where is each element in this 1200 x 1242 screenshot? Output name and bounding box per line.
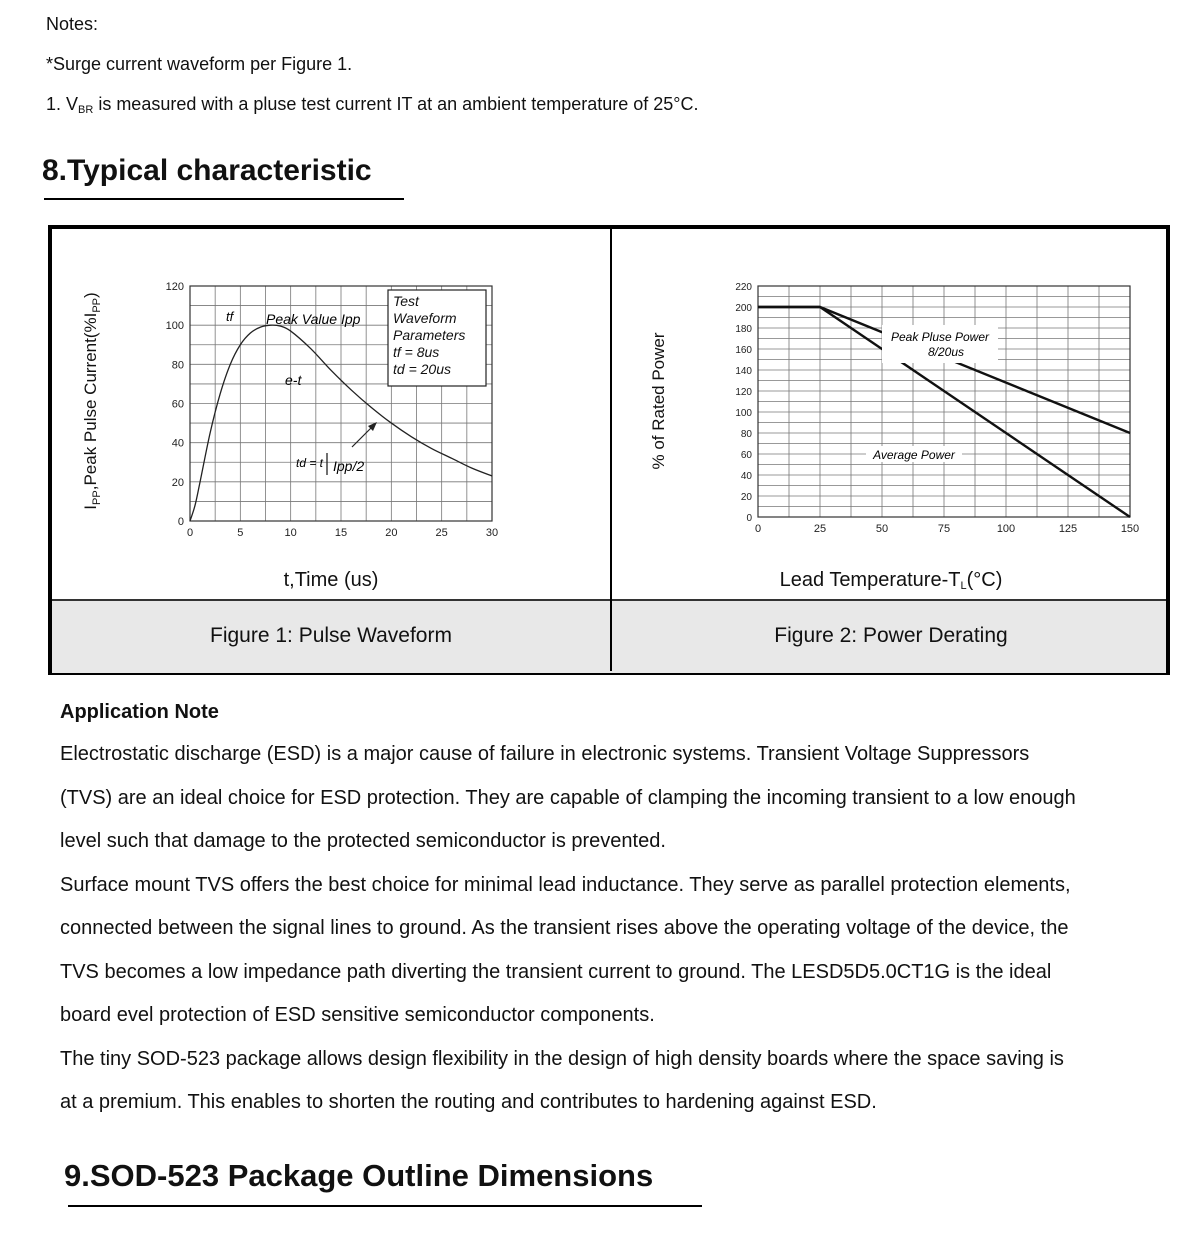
figure-2-ticks: [735, 282, 1139, 535]
x-tick-label: 75: [937, 523, 951, 535]
y-tick-label: 120: [735, 387, 752, 398]
y-tick-label: 0: [177, 516, 184, 528]
app-note-body: [60, 733, 1170, 1125]
legend-line: Test: [393, 293, 419, 309]
x-tick-label: 25: [813, 523, 827, 535]
figure-2-chart: [612, 229, 1166, 564]
section-9-underline: [68, 1205, 702, 1207]
figure-1-xlabel: t,Time (us): [283, 569, 379, 591]
figure-1-caption: Figure 1: Pulse Waveform: [210, 624, 452, 647]
y-tick-label: 120: [165, 281, 184, 293]
x-tick-label: 25: [435, 527, 448, 539]
x-tick-label: 20: [385, 527, 398, 539]
x-tick-label: 10: [284, 527, 297, 539]
x-tick-label: 0: [754, 523, 762, 535]
figure-2-caption: Figure 2: Power Derating: [774, 624, 1008, 647]
x-tick-label: 5: [237, 527, 244, 539]
y-tick-label: 80: [171, 359, 184, 372]
app-note-line: The tiny SOD-523 package allows design flexibility in the design of high density boards where the space saving is: [60, 1047, 1064, 1070]
y-tick-label: 40: [740, 471, 752, 482]
app-note-line: board evel protection of ESD sensitive semiconductor components.: [60, 1004, 655, 1026]
y-tick-label: 60: [740, 450, 752, 461]
figure-1-ipp2-label: Ipp/2: [333, 458, 365, 474]
legend-line: td = 20us: [393, 361, 451, 377]
y-tick-label: 180: [735, 324, 752, 335]
x-tick-label: 30: [485, 527, 499, 539]
y-tick-label: 140: [735, 366, 752, 377]
figure-1-chart: [52, 229, 610, 564]
x-tick-label: 125: [1058, 523, 1078, 535]
y-tick-label: 40: [171, 437, 184, 450]
x-tick-label: 50: [875, 523, 889, 535]
x-tick-label: 150: [1120, 523, 1140, 535]
section-9-heading: 9.SOD-523 Package Outline Dimensions: [64, 1158, 654, 1193]
legend-line: tf = 8us: [393, 344, 440, 360]
y-tick-label: 60: [171, 398, 184, 411]
app-note-line: TVS becomes a low impedance path diverting the transient current to ground. The LESD5D5.0CT1G is the ideal: [60, 960, 1052, 983]
y-tick-label: 0: [746, 513, 752, 524]
x-tick-label: 0: [186, 527, 194, 539]
app-note-line: level such that damage to the protected semiconductor is prevented.: [60, 830, 666, 852]
figure-2-peak-label-2: 8/20us: [927, 345, 965, 359]
app-note-line: Surface mount TVS offers the best choice for minimal lead inductance. They serve as parallel protection elements,: [60, 873, 1071, 896]
y-tick-label: 100: [165, 320, 184, 333]
section-8-heading: 8.Typical characteristic: [42, 154, 372, 187]
figure-2-avg-label: Average Power: [873, 448, 955, 462]
figure-1-tf-label: tf: [226, 309, 234, 324]
section-8-underline: [44, 198, 404, 200]
figure-1-peak-label: Peak Value Ipp: [266, 311, 361, 327]
app-note-line: at a premium. This enables to shorten the routing and contributes to hardening against ESD.: [60, 1091, 877, 1113]
figure-1-exp-label: e-t: [285, 372, 302, 388]
figure-2-xlabel: Lead Temperature-$T_L(^\circ C)$: [779, 569, 1003, 592]
y-tick-label: 200: [735, 303, 752, 314]
legend-line: Parameters: [393, 327, 466, 343]
app-note-line: (TVS) are an ideal choice for ESD protection. They are capable of clamping the incoming transient to a low enough: [60, 786, 1076, 809]
notes-line-1: *Surge current waveform per Figure 1.: [46, 54, 353, 74]
y-tick-label: 80: [740, 429, 752, 440]
figure-2-ylabel: % of Rated Power: [649, 332, 668, 470]
legend-line: Waveform: [393, 310, 457, 326]
notes-title: Notes:: [46, 14, 99, 34]
y-tick-label: 220: [735, 282, 752, 293]
figure-table: [48, 225, 1170, 675]
y-tick-label: 100: [735, 408, 752, 419]
figure-2-grid: [758, 286, 1130, 517]
y-tick-label: 20: [171, 476, 184, 489]
x-tick-label: 100: [996, 523, 1016, 535]
app-note-line: connected between the signal lines to ground. As the transient rises above the operating voltage of the device, the: [60, 917, 1069, 939]
x-tick-label: 15: [334, 527, 348, 539]
figure-1-td-label: td = t: [296, 456, 324, 470]
app-note-line: Electrostatic discharge (ESD) is a major cause of failure in electronic systems. Transient Voltage Suppressors: [60, 743, 1030, 765]
figure-2-peak-label-1: Peak Pluse Power: [890, 330, 990, 344]
y-tick-label: 160: [735, 345, 752, 356]
app-note-title: Application Note: [60, 701, 219, 723]
y-tick-label: 20: [740, 492, 752, 503]
notes-line-2: 1. $V_{BR}$ is measured with a pluse test current IT at an ambient temperature of 25°C.: [46, 94, 699, 116]
figure-1-ylabel: $I_{PP},Peak$ Pulse $Current(\%I_{PP})$: [81, 292, 103, 510]
